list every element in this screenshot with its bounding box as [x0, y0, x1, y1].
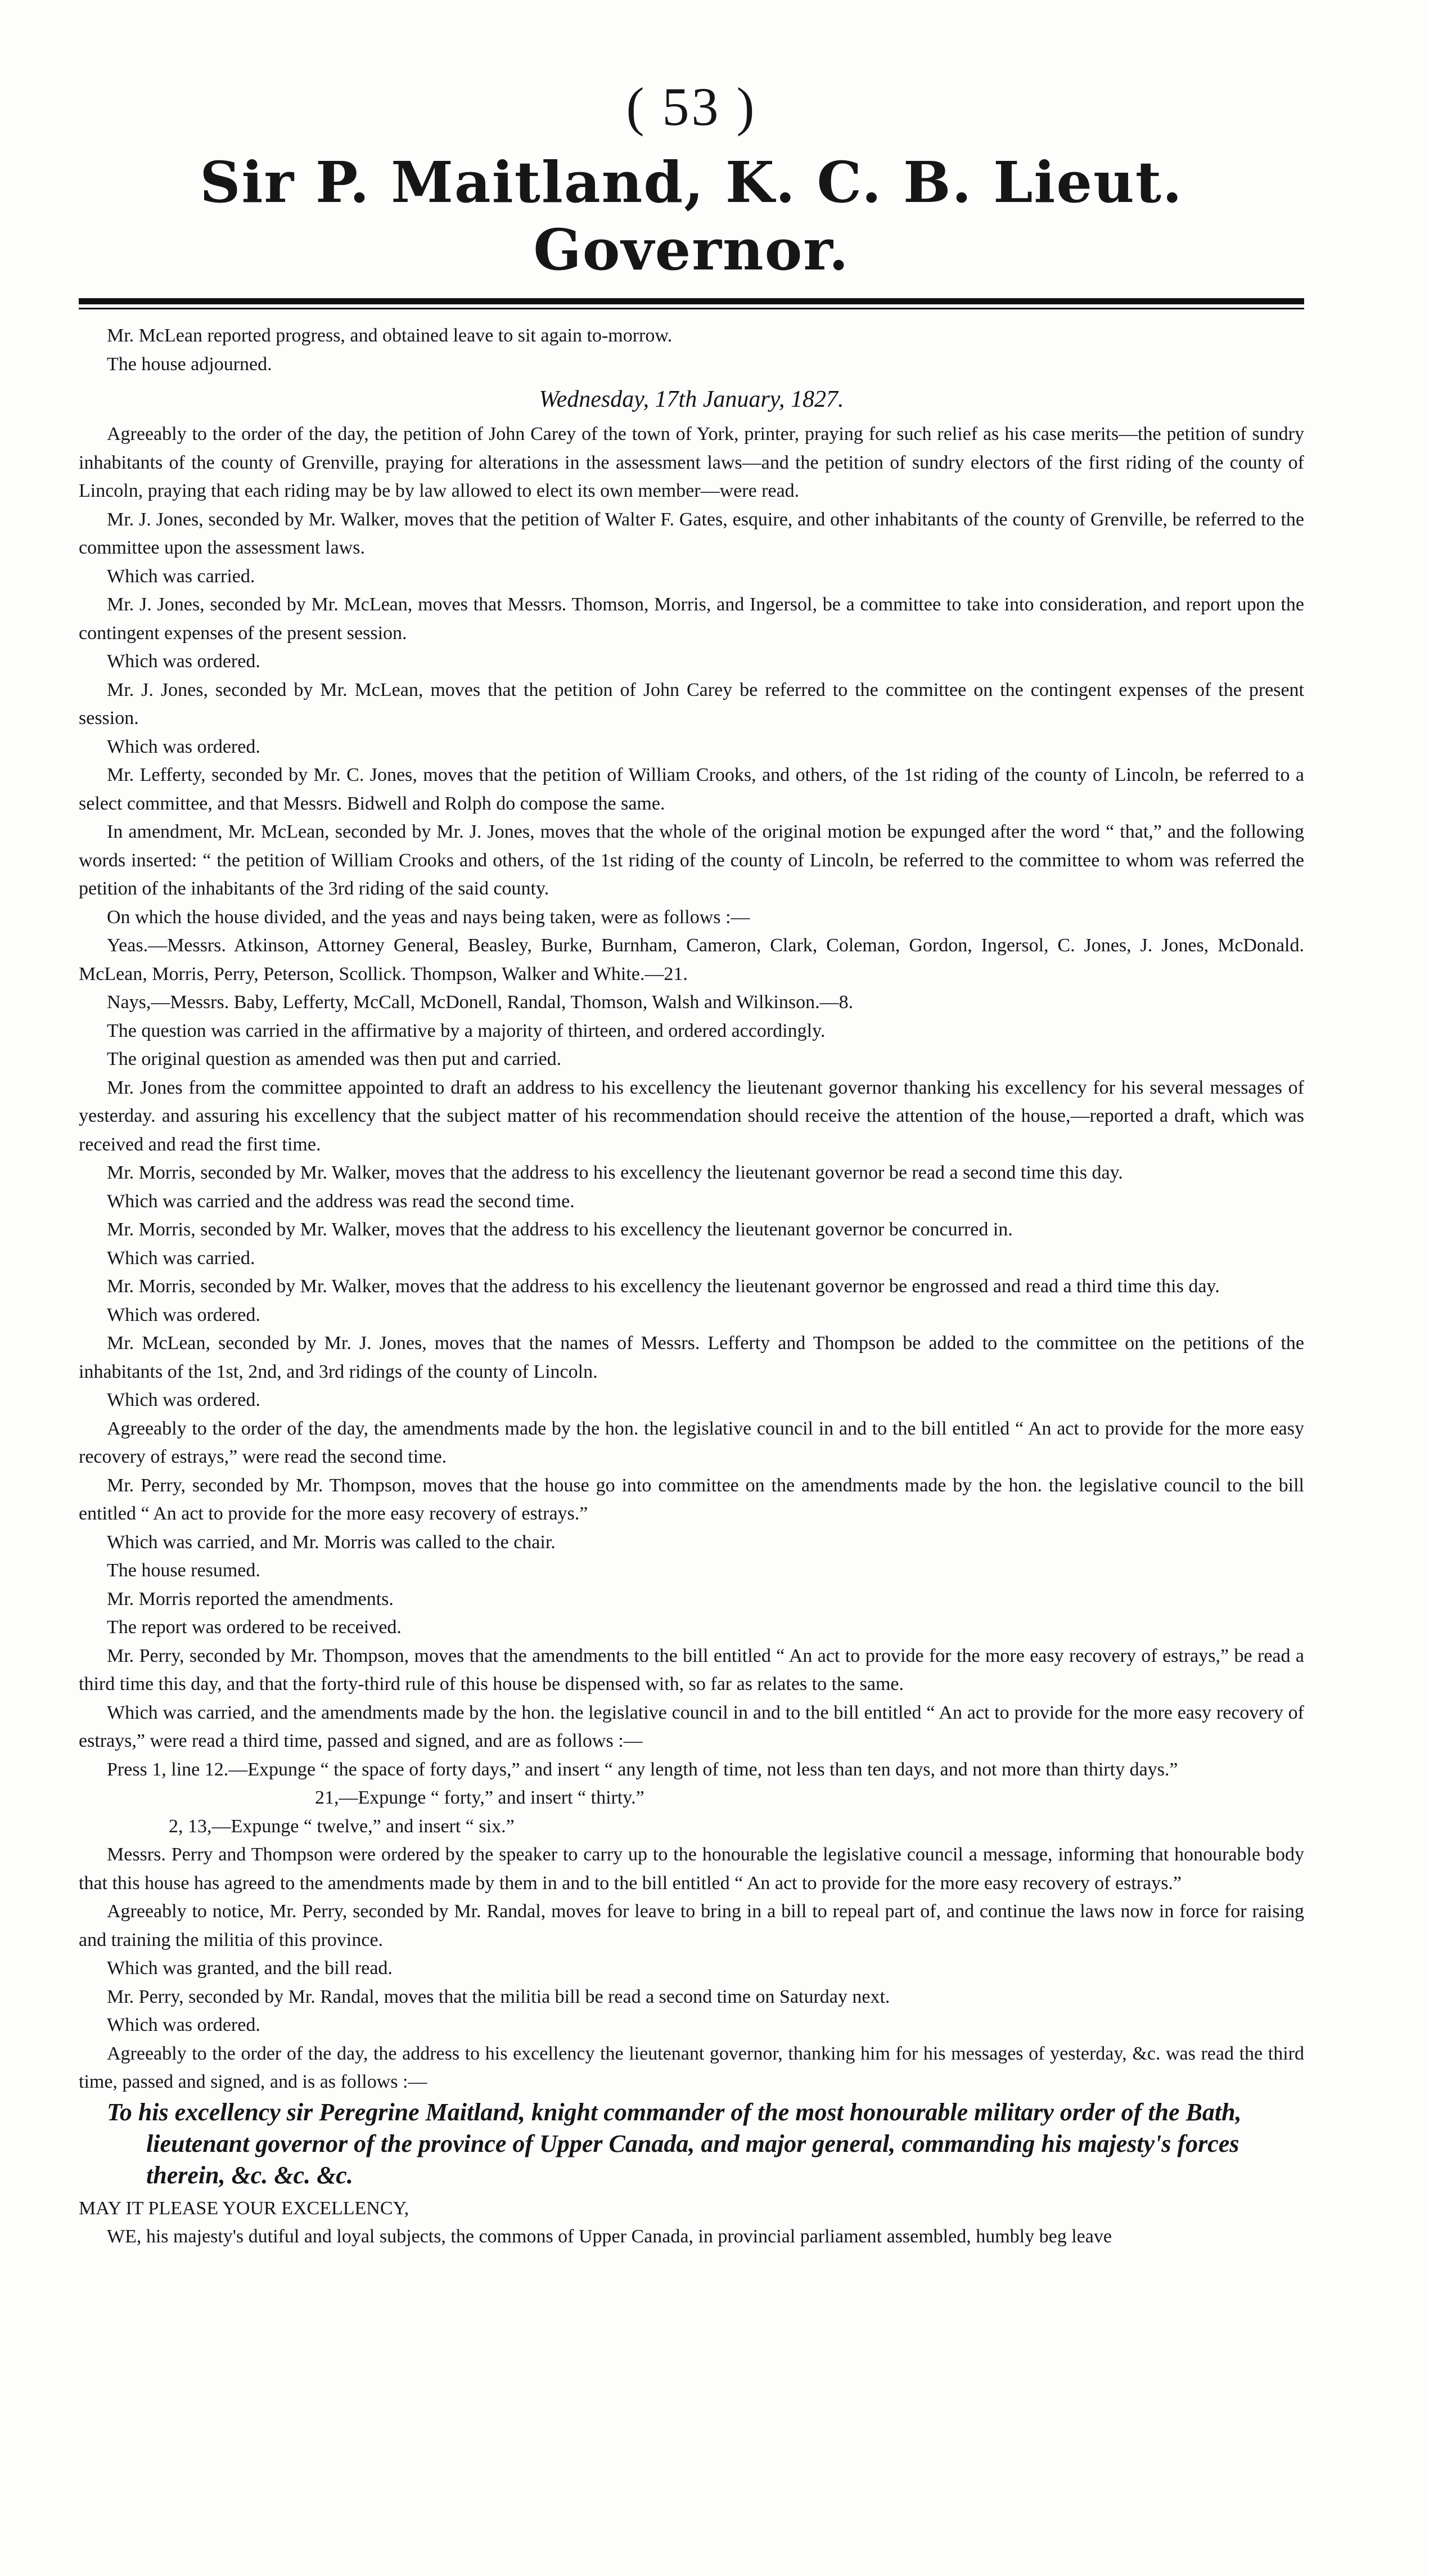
paragraph: Which was ordered. — [107, 1390, 260, 1410]
paragraph: Mr. J. Jones, seconded by Mr. Walker, moves that the petition of Walter F. Gates, esquire, and other inhabitants of the county of Grenville, be referred to the committee upon the assessment laws. — [79, 509, 1304, 558]
amendment-press-1: Press 1, line 12.—Expunge “ the space of forty days,” and insert “ any length of time, not less than ten days, and not more than thirty days.” — [107, 1759, 1178, 1780]
paragraph: Agreeably to the order of the day, the address to his excellency the lieutenant governor, thanking him for his messages of yesterday, &c. was read the third time, passed and signed, and is as follows :— — [79, 2043, 1304, 2092]
running-header: Sir P. Maitland, K. C. B. Lieut. Governor. — [200, 149, 1183, 283]
journal-text — [79, 322, 1304, 2251]
paragraph: Mr. J. Jones, seconded by Mr. McLean, moves that Messrs. Thomson, Morris, and Ingersol, be a committee to take into consideration, and report upon the contingent expenses of the present session. — [79, 594, 1304, 644]
paragraph: The house resumed. — [107, 1560, 260, 1581]
paragraph: Mr. Lefferty, seconded by Mr. C. Jones, moves that the petition of William Crooks, and others, of the 1st riding of the county of Lincoln, be referred to a select committee, and that Messrs. Bidwell and Rolph do compose the same. — [79, 765, 1304, 814]
paragraph: Which was granted, and the bill read. — [107, 1958, 393, 1979]
paragraph: Mr. Perry, seconded by Mr. Thompson, moves that the house go into committee on the amendments made by the hon. the legislative council to the bill entitled “ An act to provide for the more easy recovery of estrays.” — [79, 1474, 1304, 1524]
address-heading: To his excellency sir Peregrine Maitland, knight commander of the most honourable military order of the Bath, lieutenant governor of the province of Upper Canada, and major general, commanding his majesty's forces therein, &c. &c. &c. — [107, 2098, 1242, 2189]
paragraph: Messrs. Perry and Thompson were ordered by the speaker to carry up to the honourable the legislative council a message, informing that honourable body that this house has agreed to the amendments made by them in and to the bill entitled “ An act to provide for the more easy recovery of estrays.” — [79, 1844, 1304, 1894]
paragraph: On which the house divided, and the yeas and nays being taken, were as follows :— — [107, 906, 750, 928]
nays-list: Nays,—Messrs. Baby, Lefferty, McCall, McDonell, Randal, Thomson, Walsh and Wilkinson.—8. — [107, 992, 854, 1013]
header-rule-thick — [79, 298, 1304, 304]
paragraph: The original question as amended was then put and carried. — [107, 1049, 562, 1069]
paragraph: Which was carried. — [107, 1247, 255, 1269]
paragraph: Which was carried, and Mr. Morris was called to the chair. — [107, 1531, 556, 1553]
paragraph: Agreeably to the order of the day, the amendments made by the hon. the legislative council in and to the bill entitled “ An act to provide for the more easy recovery of estrays,” were read the second time. — [79, 1418, 1304, 1467]
paragraph: Which was carried. — [107, 565, 255, 587]
paragraph: The question was carried in the affirmative by a majority of thirteen, and ordered accordingly. — [107, 1020, 826, 1041]
paragraph: Mr. McLean, seconded by Mr. J. Jones, moves that the names of Messrs. Lefferty and Thompson be added to the committee on the petitions of the inhabitants of the 1st, 2nd, and 3rd ridings of the county of Lincoln. — [79, 1333, 1304, 1382]
paragraph: The house adjourned. — [107, 353, 272, 375]
paragraph: Which was ordered. — [107, 651, 260, 672]
paragraph: Which was carried, and the amendments made by the hon. the legislative council in and to the bill entitled “ An act to provide for the more easy recovery of estrays,” were read a third time, passed and signed, and are as follows :— — [79, 1702, 1304, 1751]
page-number: ( 53 ) — [626, 77, 757, 137]
session-date: Wednesday, 17th January, 1827. — [539, 386, 844, 412]
paragraph: Agreeably to notice, Mr. Perry, seconded by Mr. Randal, moves for leave to bring in a bill to repeal part of, and continue the laws now in force for raising and training the militia of this province. — [79, 1901, 1304, 1950]
paragraph: Agreeably to the order of the day, the petition of John Carey of the town of York, printer, praying for such relief as his case merits—the petition of sundry inhabitants of the county of Grenville, praying for alterations in the assessment laws—and the petition of sundry electors of the first riding of the county of Lincoln, praying that each riding may be by law allowed to elect its own member—were read. — [79, 424, 1304, 501]
paragraph: Mr. Morris reported the amendments. — [107, 1588, 394, 1610]
paragraph: Which was ordered. — [107, 1304, 260, 1325]
header-rule-thin — [79, 308, 1304, 309]
paragraph: WE, his majesty's dutiful and loyal subjects, the commons of Upper Canada, in provincial parliament assembled, humbly beg leave — [107, 2226, 1112, 2247]
paragraph: Mr. Morris, seconded by Mr. Walker, moves that the address to his excellency the lieutenant governor be read a second time this day. — [107, 1162, 1123, 1183]
paragraph: In amendment, Mr. McLean, seconded by Mr. J. Jones, moves that the whole of the original motion be expunged after the word “ that,” and the following words inserted: “ the petition of William Crooks and others, of the 1st riding of the county of Lincoln, be referred to the committee to whom was referred the petition of the inhabitants of the 3rd riding of the said county. — [79, 821, 1304, 899]
paragraph: Mr. Morris, seconded by Mr. Walker, moves that the address to his excellency the lieutenant governor be concurred in. — [107, 1219, 1013, 1240]
paragraph: Mr. Jones from the committee appointed to draft an address to his excellency the lieutenant governor thanking his excellency for his several messages of yesterday. and assuring his excellency that the subject matter of his recommendation should receive the attention of the house,—reported a draft, which was received and read the first time. — [79, 1077, 1304, 1155]
paragraph: Mr. Perry, seconded by Mr. Randal, moves that the militia bill be read a second time on Saturday next. — [107, 1986, 890, 2007]
paragraph: Mr. Morris, seconded by Mr. Walker, moves that the address to his excellency the lieutenant governor be engrossed and read a third time this day. — [107, 1276, 1220, 1297]
amendment-line-21: 21,—Expunge “ forty,” and insert “ thirty.” — [315, 1787, 644, 1808]
paragraph: Which was ordered. — [107, 736, 260, 757]
salutation: MAY IT PLEASE YOUR EXCELLENCY, — [79, 2197, 409, 2219]
paragraph: Mr. Perry, seconded by Mr. Thompson, moves that the amendments to the bill entitled “ An act to provide for the more easy recovery of estrays,” be read a third time this day, and that the forty-third rule of this house be dispensed with, so far as relates to the same. — [79, 1645, 1304, 1694]
amendment-press-2: 2, 13,—Expunge “ twelve,” and insert “ six.” — [169, 1815, 515, 1837]
paragraph: Mr. J. Jones, seconded by Mr. McLean, moves that the petition of John Carey be referred to the committee on the contingent expenses of the present session. — [79, 679, 1304, 729]
paragraph: Mr. McLean reported progress, and obtained leave to sit again to-morrow. — [107, 325, 673, 346]
paragraph: Which was carried and the address was read the second time. — [107, 1190, 575, 1212]
paragraph: The report was ordered to be received. — [107, 1617, 402, 1638]
paragraph: Which was ordered. — [107, 2015, 260, 2035]
yeas-list: Yeas.—Messrs. Atkinson, Attorney General, Beasley, Burke, Burnham, Cameron, Clark, Coleman, Gordon, Ingersol, C. Jones, J. Jones, McDonald. McLean, Morris, Perry, Peterson, Scollick. Thompson, Walker and White.—21. — [79, 935, 1304, 984]
